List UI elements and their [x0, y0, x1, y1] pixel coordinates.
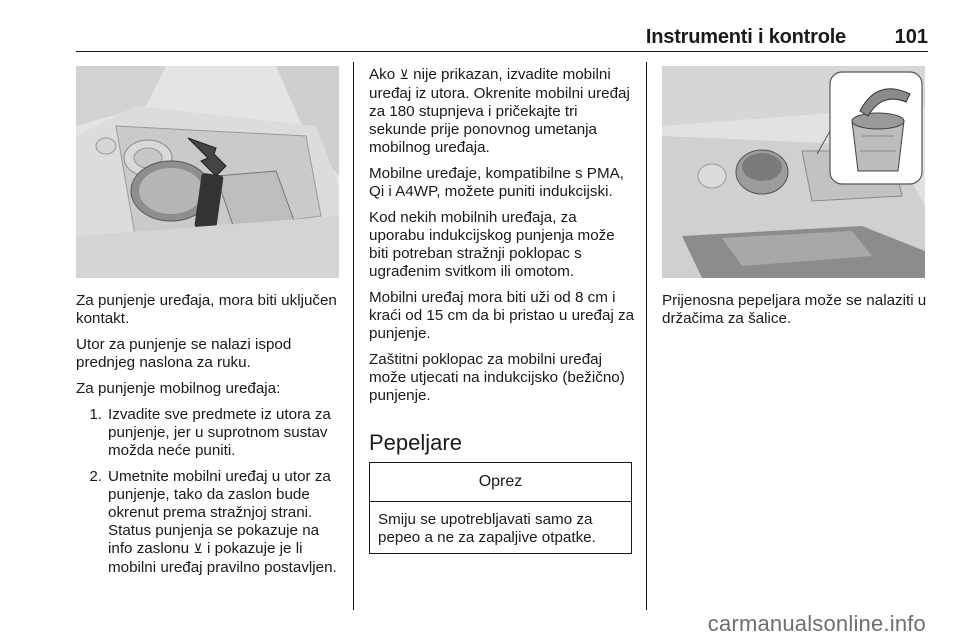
middle-column: [369, 66, 635, 413]
paragraph-part: nije prikazan, izvadite mobilni uređaj iz utora. Okrenite mobilni uređaj za 180 stupnjeva i pričekajte tri sekunde prije ponovnog umetanja mobilnog uređaja.: [369, 66, 630, 156]
paragraph: Utor za punjenje se nalazi ispod prednjeg naslona za ruku.: [76, 336, 292, 371]
portable-ashtray-illustration: [662, 66, 925, 278]
caution-box: [369, 462, 632, 554]
paragraph: Za punjenje mobilnog uređaja:: [76, 380, 281, 397]
paragraph: Zaštitni poklopac za mobilni uređaj može utjecati na indukcijsko (bežično) punjenje.: [369, 351, 625, 404]
paragraph: Za punjenje uređaja, mora biti uključen kontakt.: [76, 292, 337, 327]
step-list: [76, 406, 344, 577]
paragraph: Mobilni uređaj mora biti uži od 8 cm i kraći od 15 cm da bi pristao u uređaj za punjenje.: [369, 289, 635, 342]
charging-status-icon: ⊻: [399, 68, 409, 83]
figure-caption: Prijenosna pepeljara može se nalaziti u držačima za šalice.: [662, 292, 927, 327]
section-title: Pepeljare: [369, 430, 462, 455]
column-divider-right: [646, 62, 647, 610]
caution-title: Oprez: [370, 463, 631, 502]
list-item: [76, 406, 344, 460]
paragraph: Mobilne uređaje, kompatibilne s PMA, Qi i A4WP, možete puniti indukcijski.: [369, 165, 624, 200]
page-header: [76, 26, 928, 50]
paragraph: Kod nekih mobilnih uređaja, za uporabu indukcijskog punjenja može biti potreban stražnji poklopac s ugrađenim svitkom ili omotom.: [369, 209, 615, 280]
paragraph-part: Ako: [369, 66, 396, 83]
step-number: 2.: [89, 468, 102, 485]
step-number: 1.: [89, 406, 102, 423]
right-column: [662, 292, 928, 336]
page-number: 101: [894, 26, 928, 48]
charging-status-icon: ⊻: [193, 542, 203, 557]
step-text-part: Umetnite mobilni uređaj u utor za punjenje, tako da zaslon bude okrenut prema stražnjoj strani. Status punjenja se pokazuje na info zaslonu: [108, 468, 331, 557]
step-text: [108, 468, 344, 577]
step-text-part: i pokazuje je li mobilni uređaj pravilno postavljen.: [108, 540, 337, 576]
watermark: carmanualsonline.info: [707, 611, 926, 636]
header-rule: [76, 51, 928, 52]
step-text: Izvadite sve predmete iz utora za punjenje, jer u suprotnom sustav možda neće puniti.: [108, 406, 331, 459]
paragraph: [369, 66, 635, 157]
caution-text: Smiju se upotrebljavati samo za pepeo a ne za zapaljive otpatke.: [378, 511, 596, 546]
column-divider-left: [353, 62, 354, 610]
charging-cradle-illustration: [76, 66, 339, 278]
list-item: [76, 468, 344, 577]
header-title: Instrumenti i kontrole: [645, 26, 846, 48]
left-column: [76, 292, 344, 585]
